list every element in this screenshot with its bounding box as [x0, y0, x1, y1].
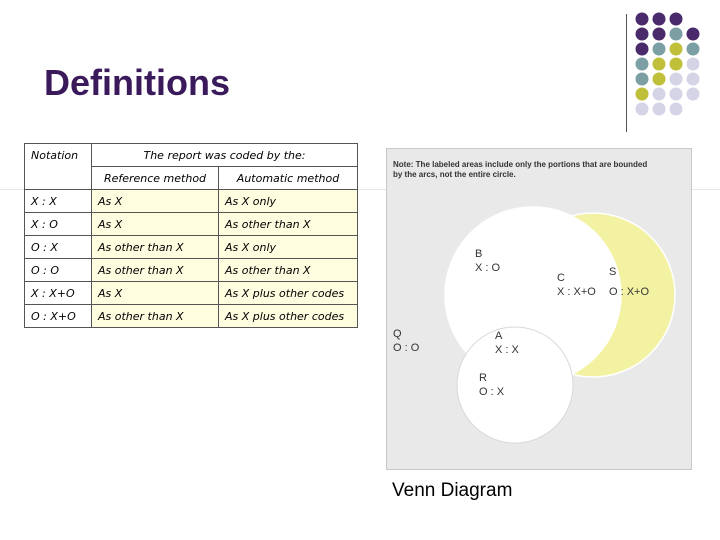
- decorative-dot: [670, 88, 683, 101]
- venn-note-line1: Note: The labeled areas include only the portions that are bounded: [393, 160, 648, 169]
- venn-note-line2: by the arcs, not the entire circle.: [393, 170, 516, 179]
- automatic-cell: As X only: [219, 236, 358, 259]
- decorative-dot: [653, 13, 666, 26]
- decorative-dot: [636, 58, 649, 71]
- reference-cell: As X: [92, 190, 219, 213]
- table-header-row: [25, 144, 358, 167]
- reference-cell: As other than X: [92, 236, 219, 259]
- table-row: [25, 305, 358, 328]
- region-a-code: X : X: [495, 344, 519, 356]
- automatic-cell: As other than X: [219, 213, 358, 236]
- reference-cell: As X: [92, 213, 219, 236]
- decorative-dot: [636, 13, 649, 26]
- automatic-cell: As other than X: [219, 259, 358, 282]
- notation-cell: X : X: [25, 190, 92, 213]
- table-row: [25, 236, 358, 259]
- header-automatic-method: Automatic method: [219, 167, 358, 190]
- region-q-code: O : O: [393, 342, 420, 354]
- region-c-code: X : X+O: [557, 286, 596, 298]
- venn-diagram-panel: [386, 148, 692, 470]
- table-row: [25, 213, 358, 236]
- region-b-code: X : O: [475, 262, 501, 274]
- reference-cell: As other than X: [92, 259, 219, 282]
- definitions-table: [24, 143, 358, 328]
- region-s-letter: S: [609, 266, 617, 278]
- venn-diagram: [387, 149, 691, 469]
- decorative-dot: [636, 73, 649, 86]
- decorative-dot: [687, 88, 700, 101]
- decorative-dot: [670, 73, 683, 86]
- notation-cell: O : X+O: [25, 305, 92, 328]
- decorative-dot: [687, 28, 700, 41]
- decorative-dot: [653, 88, 666, 101]
- region-c-letter: C: [557, 272, 565, 284]
- region-s-code: O : X+O: [609, 286, 650, 298]
- decorative-dot: [653, 28, 666, 41]
- reference-cell: As X: [92, 282, 219, 305]
- decorative-dot: [636, 28, 649, 41]
- notation-cell: X : X+O: [25, 282, 92, 305]
- header-group: The report was coded by the:: [92, 144, 358, 167]
- region-r-letter: R: [479, 372, 487, 384]
- decorative-dot: [670, 43, 683, 56]
- decorative-dot: [653, 58, 666, 71]
- decorative-dot: [653, 103, 666, 116]
- region-b-letter: B: [475, 248, 483, 260]
- page-title: Definitions: [44, 62, 230, 103]
- notation-cell: O : O: [25, 259, 92, 282]
- region-r-code: O : X: [479, 386, 505, 398]
- venn-caption: Venn Diagram: [392, 480, 513, 501]
- reference-cell: As other than X: [92, 305, 219, 328]
- automatic-cell: As X only: [219, 190, 358, 213]
- decorative-dot: [687, 73, 700, 86]
- automatic-cell: As X plus other codes: [219, 305, 358, 328]
- decorative-dot: [670, 13, 683, 26]
- decorative-dot: [687, 58, 700, 71]
- table-row: [25, 259, 358, 282]
- automatic-cell: As X plus other codes: [219, 282, 358, 305]
- decorative-dot: [687, 43, 700, 56]
- header-notation: Notation: [25, 144, 92, 190]
- header-reference-method: Reference method: [92, 167, 219, 190]
- table-row: [25, 190, 358, 213]
- region-q-letter: Q: [393, 328, 402, 340]
- region-a-letter: A: [495, 330, 503, 342]
- vertical-divider: [626, 14, 627, 132]
- notation-cell: X : O: [25, 213, 92, 236]
- decorative-dot: [670, 103, 683, 116]
- decorative-dot: [653, 73, 666, 86]
- decorative-dot: [636, 43, 649, 56]
- decorative-dot: [670, 58, 683, 71]
- decorative-dot: [653, 43, 666, 56]
- decorative-dot: [670, 28, 683, 41]
- table-row: [25, 282, 358, 305]
- notation-cell: O : X: [25, 236, 92, 259]
- decorative-dot-grid: [634, 12, 718, 118]
- decorative-dot: [636, 103, 649, 116]
- decorative-dot: [636, 88, 649, 101]
